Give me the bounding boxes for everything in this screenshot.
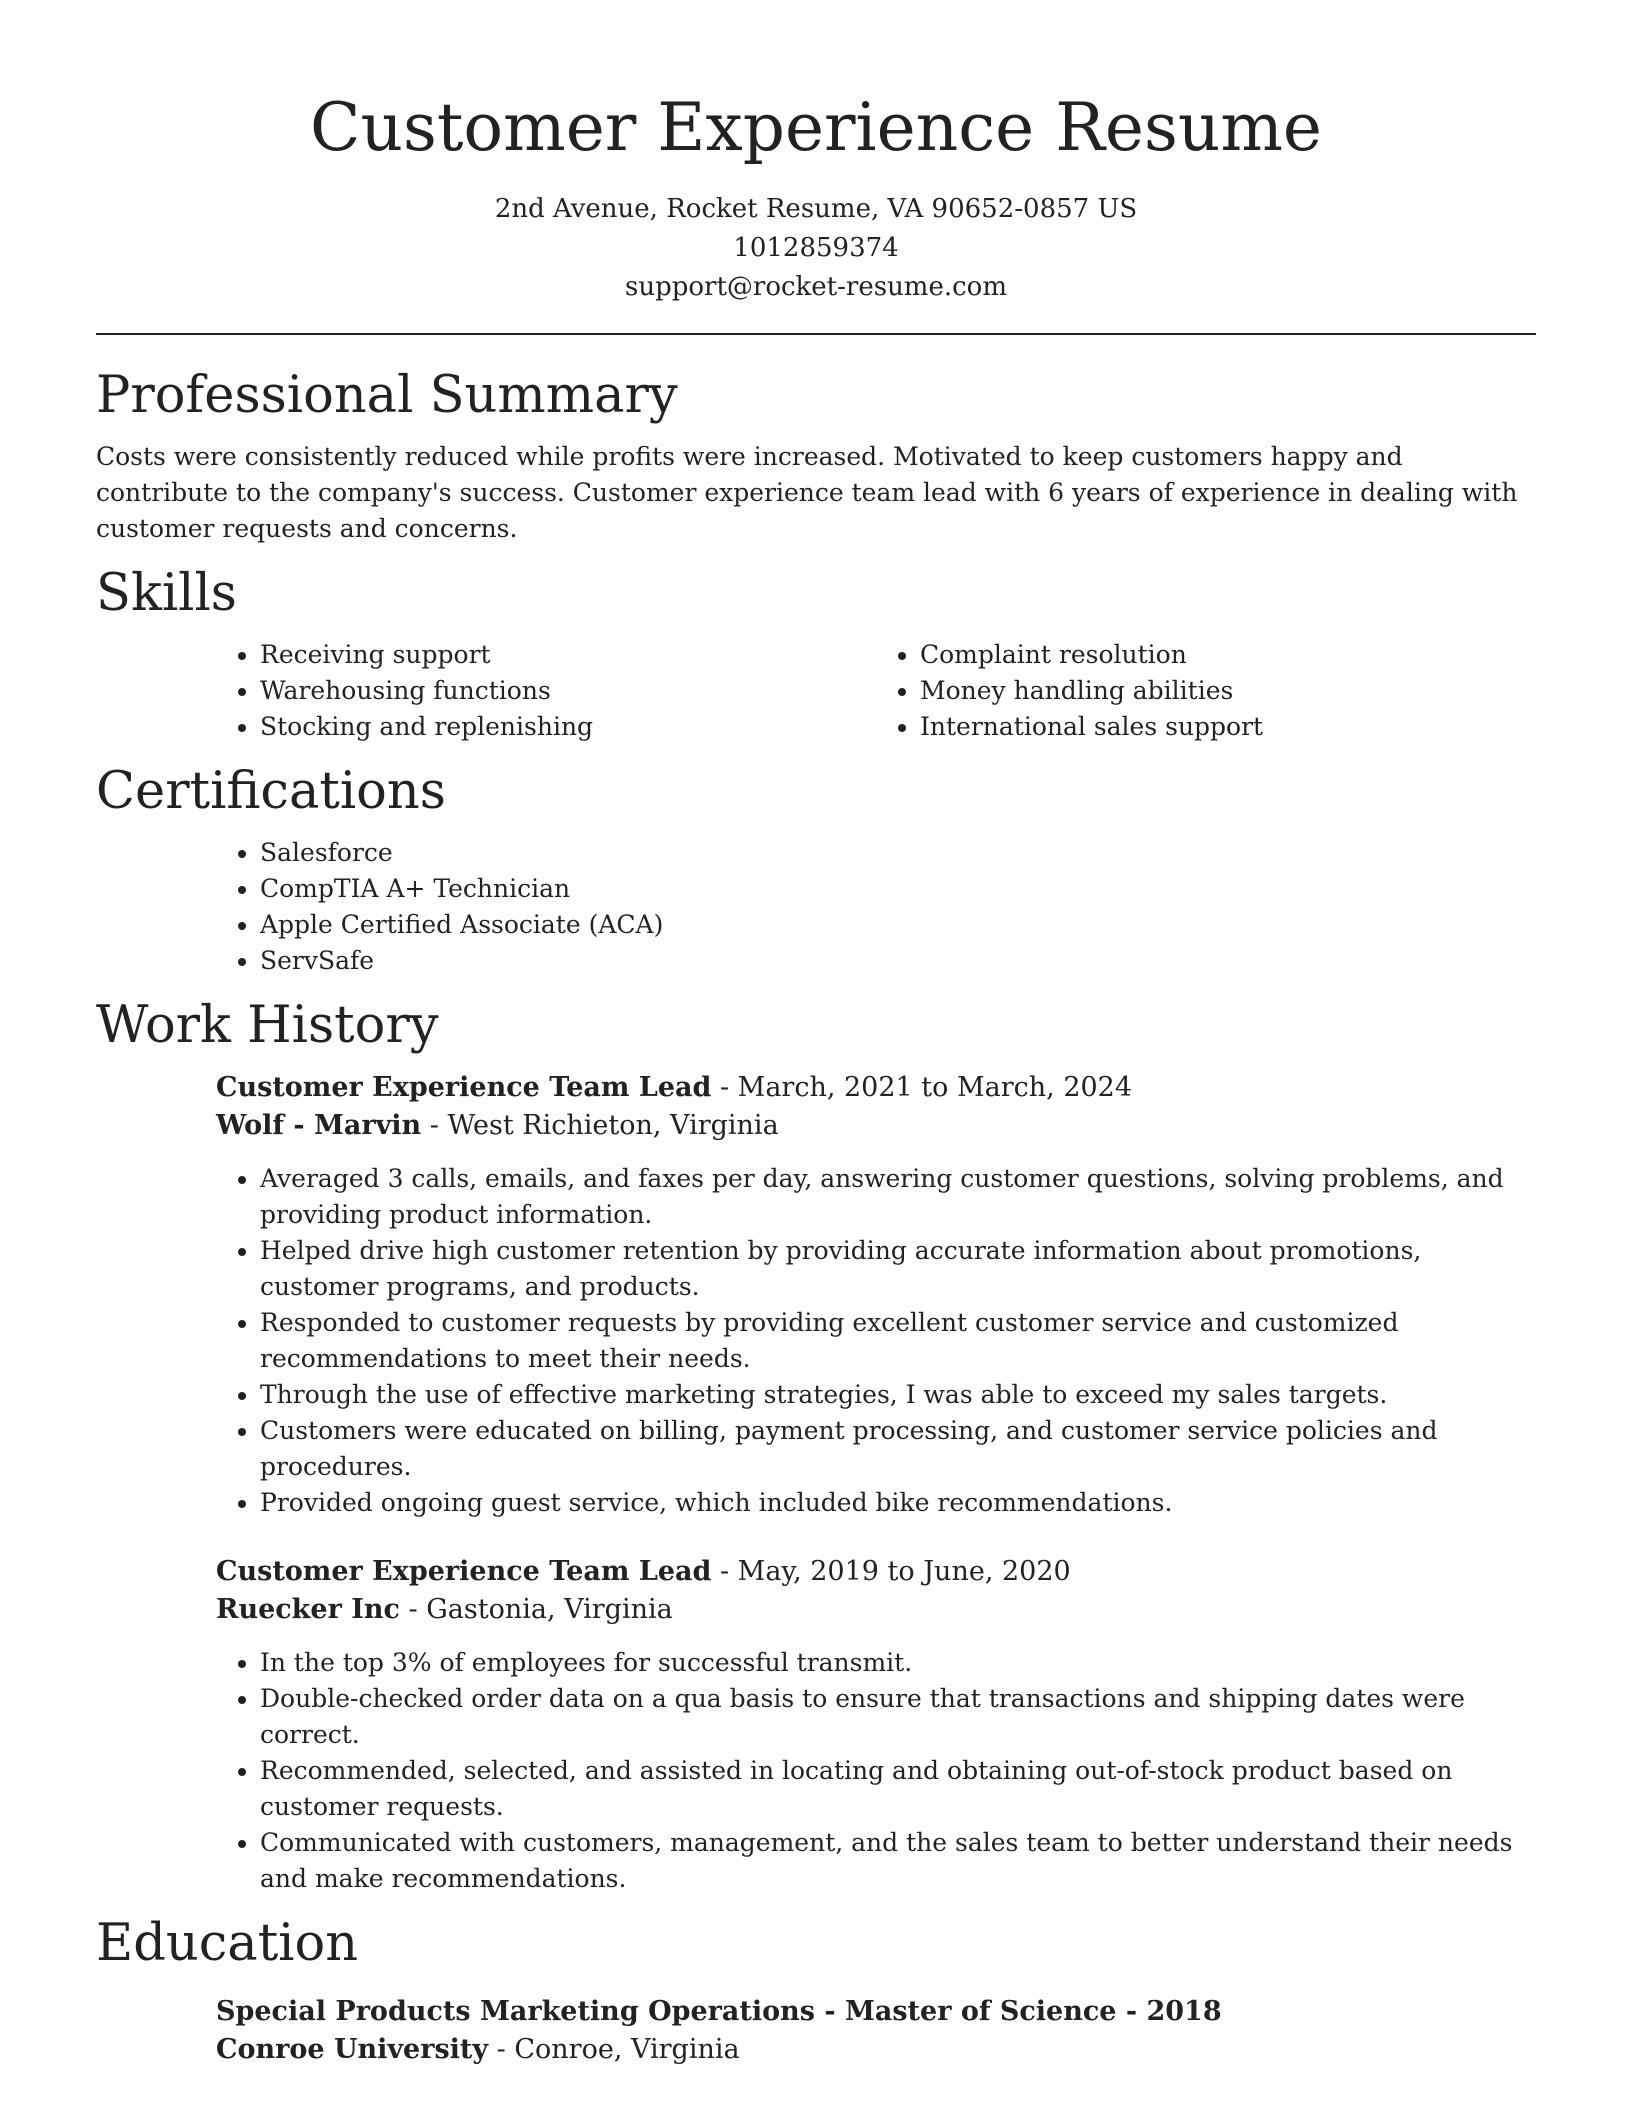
job-dates: - May, 2019 to June, 2020 bbox=[711, 1556, 1071, 1587]
job-bullet: • Recommended, selected, and assisted in locating and obtaining out-of-stock product based on customer requests. bbox=[260, 1753, 1536, 1825]
job-bullet: • Helped drive high customer retention by providing accurate information about promotions, customer programs, and products. bbox=[260, 1233, 1536, 1305]
job-title: Customer Experience Team Lead bbox=[216, 1072, 712, 1103]
job-company-line bbox=[216, 1591, 1536, 1629]
job-bullet: • Averaged 3 calls, emails, and faxes per day, answering customer questions, solving problems, and providing product information. bbox=[260, 1161, 1536, 1233]
skills-heading: Skills bbox=[96, 564, 237, 623]
education-entry bbox=[216, 1993, 1536, 2069]
contact-info bbox=[96, 190, 1536, 307]
job-bullet: • Through the use of effective marketing strategies, I was able to exceed my sales targets. bbox=[260, 1377, 1536, 1413]
job-company: Wolf - Marvin bbox=[216, 1110, 422, 1141]
education-degree-line bbox=[216, 1993, 1536, 2031]
job-bullet: • Provided ongoing guest service, which included bike recommendations. bbox=[260, 1485, 1536, 1521]
education-school-line bbox=[216, 2031, 1536, 2069]
skills-list bbox=[216, 637, 1536, 745]
certifications-list bbox=[216, 835, 1536, 979]
job-title: Customer Experience Team Lead bbox=[216, 1556, 712, 1587]
summary-text: Costs were consistently reduced while profits were increased. Motivated to keep customers happy and contribute to the company's success. Customer experience team lead with 6 years of experience in dealing with customer requests and concerns. bbox=[96, 442, 1518, 543]
job-entry bbox=[216, 1553, 1536, 1629]
job-location: - Gastonia, Virginia bbox=[399, 1594, 673, 1625]
certifications-heading: Certifications bbox=[96, 762, 446, 821]
skill-item: • Stocking and replenishing bbox=[260, 709, 876, 745]
email: support@rocket-resume.com bbox=[624, 272, 1007, 302]
skill-item: • Receiving support bbox=[260, 637, 876, 673]
job-bullet: • In the top 3% of employees for successful transmit. bbox=[260, 1645, 1536, 1681]
job-title-line bbox=[216, 1069, 1536, 1107]
job-company-line bbox=[216, 1107, 1536, 1145]
job-bullet: • Responded to customer requests by providing excellent customer service and customized recommendations to meet their needs. bbox=[260, 1305, 1536, 1377]
header-divider bbox=[96, 333, 1536, 335]
phone: 1012859374 bbox=[733, 233, 899, 263]
skills-column-left bbox=[216, 637, 876, 745]
work-history-section bbox=[96, 995, 1536, 1897]
summary-heading: Professional Summary bbox=[96, 366, 678, 425]
certification-item: • Salesforce bbox=[260, 835, 1536, 871]
job-title-line bbox=[216, 1553, 1536, 1591]
skill-item: • Complaint resolution bbox=[920, 637, 1536, 673]
job-bullets bbox=[216, 1645, 1536, 1897]
job-bullet: • Communicated with customers, management, and the sales team to better understand their needs and make recommendations. bbox=[260, 1825, 1536, 1897]
certification-item: • CompTIA A+ Technician bbox=[260, 871, 1536, 907]
skills-section bbox=[96, 563, 1536, 745]
resume-header bbox=[96, 0, 1536, 307]
job-entry bbox=[216, 1069, 1536, 1145]
address: 2nd Avenue, Rocket Resume, VA 90652-0857 US bbox=[494, 194, 1138, 224]
work-history-heading: Work History bbox=[96, 996, 439, 1055]
job-bullet: • Customers were educated on billing, payment processing, and customer service policies and procedures. bbox=[260, 1413, 1536, 1485]
job-bullet: • Double-checked order data on a qua basis to ensure that transactions and shipping dates were correct. bbox=[260, 1681, 1536, 1753]
job-dates: - March, 2021 to March, 2024 bbox=[711, 1072, 1133, 1103]
job-bullets bbox=[216, 1161, 1536, 1521]
job-location: - West Richieton, Virginia bbox=[421, 1110, 779, 1141]
certification-item: • ServSafe bbox=[260, 943, 1536, 979]
skill-item: • Money handling abilities bbox=[920, 673, 1536, 709]
education-location: - Conroe, Virginia bbox=[488, 2034, 740, 2065]
job-company: Ruecker Inc bbox=[216, 1594, 400, 1625]
skill-item: • Warehousing functions bbox=[260, 673, 876, 709]
summary-section bbox=[96, 365, 1536, 547]
education-section bbox=[96, 1913, 1536, 2069]
skills-column-right bbox=[876, 637, 1536, 745]
certification-item: • Apple Certified Associate (ACA) bbox=[260, 907, 1536, 943]
page-title: Customer Experience Resume bbox=[309, 89, 1322, 166]
certifications-section bbox=[96, 761, 1536, 979]
skill-item: • International sales support bbox=[920, 709, 1536, 745]
education-school: Conroe University bbox=[216, 2034, 489, 2065]
education-degree: Special Products Marketing Operations - Master of Science - 2018 bbox=[216, 1996, 1222, 2027]
education-heading: Education bbox=[96, 1914, 359, 1973]
